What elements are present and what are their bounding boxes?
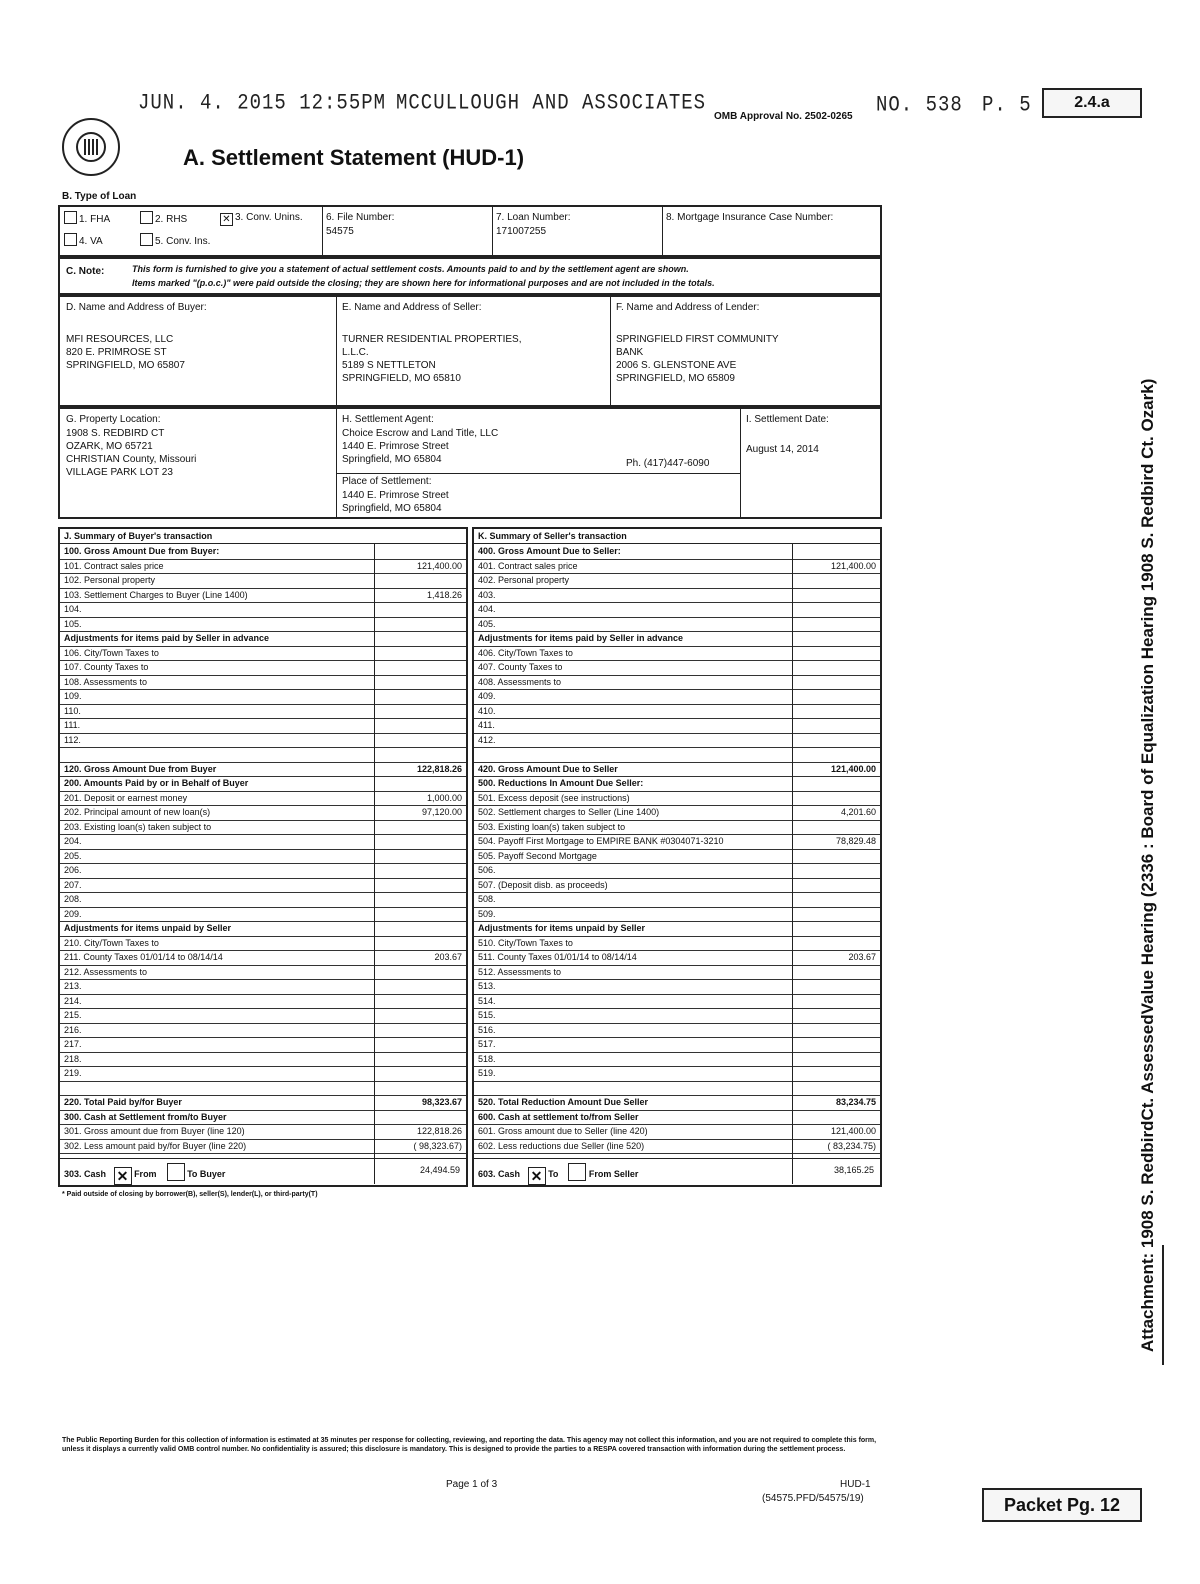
line-description: 201. Deposit or earnest money bbox=[64, 792, 188, 803]
line-description: 400. Gross Amount Due to Seller: bbox=[478, 546, 621, 556]
line-amount: 203.67 bbox=[434, 952, 462, 962]
line-description: 420. Gross Amount Due to Seller bbox=[478, 763, 618, 774]
line-description: 101. Contract sales price bbox=[64, 560, 164, 571]
buyer-line-row bbox=[60, 1023, 466, 1039]
mortgage-insurance-label: 8. Mortgage Insurance Case Number: bbox=[666, 212, 834, 223]
line-description: 507. (Deposit disb. as proceeds) bbox=[478, 879, 608, 890]
buyer-line-row bbox=[60, 704, 466, 720]
line-description: 102. Personal property bbox=[64, 575, 156, 585]
line-description: 302. Less amount paid by/for Buyer (line 220) bbox=[64, 1140, 247, 1151]
buyer-line-row bbox=[60, 965, 466, 981]
seller-line-row bbox=[474, 660, 880, 676]
loan-type-rhs: 2. RHS bbox=[140, 211, 187, 226]
attachment-stamp: 2.4.a bbox=[1042, 88, 1142, 118]
line-description: 106. City/Town Taxes to bbox=[64, 647, 159, 658]
omb-approval: OMB Approval No. 2502-0265 bbox=[714, 111, 853, 122]
buyer-line-row bbox=[60, 1139, 466, 1155]
file-number-label: 6. File Number: bbox=[326, 212, 395, 223]
seller-summary-header: K. Summary of Seller's transaction bbox=[478, 531, 627, 541]
line-description: 408. Assessments to bbox=[478, 676, 562, 687]
line-amount: 121,400.00 bbox=[830, 1126, 876, 1136]
seller-line-row bbox=[474, 675, 880, 691]
buyer-summary bbox=[58, 527, 468, 1187]
buyer-cash-row: 303. Cash ✕ From To Buyer bbox=[64, 1163, 225, 1185]
page-title: A. Settlement Statement (HUD-1) bbox=[183, 145, 525, 170]
line-description: 517. bbox=[478, 1039, 496, 1049]
buyer-line-row bbox=[60, 588, 466, 604]
seller-cash-amount: 38,165.25 bbox=[833, 1165, 874, 1175]
line-description: 506. bbox=[478, 865, 496, 875]
line-description: Adjustments for items unpaid by Seller bbox=[64, 923, 232, 933]
line-description: 105. bbox=[64, 618, 82, 629]
line-description: 108. Assessments to bbox=[64, 676, 148, 687]
note-line-2: Items marked "(p.o.c.)" were paid outside the closing; they are shown here for informational purposes and are not included in the totals. bbox=[132, 278, 715, 288]
buyer-line-row bbox=[60, 950, 466, 966]
line-description: 516. bbox=[478, 1024, 496, 1035]
seller-line-row bbox=[474, 1037, 880, 1053]
line-description: 215. bbox=[64, 1010, 82, 1020]
line-description: 218. bbox=[64, 1053, 82, 1064]
line-amount: 4,201.60 bbox=[840, 807, 876, 817]
buyer-line-row bbox=[60, 762, 466, 778]
buyer-line-row bbox=[60, 646, 466, 662]
line-description: 112. bbox=[64, 734, 81, 745]
line-description: 214. bbox=[64, 995, 82, 1006]
line-amount: 122,818.26 bbox=[416, 763, 462, 774]
buyer-line-row bbox=[60, 718, 466, 734]
buyer-line-row bbox=[60, 660, 466, 676]
buyer-cash-amount: 24,494.59 bbox=[419, 1165, 460, 1175]
line-description: 405. bbox=[478, 618, 496, 629]
line-amount: 98,323.67 bbox=[421, 1097, 462, 1107]
seller-line-row bbox=[474, 1139, 880, 1155]
buyer-line-row bbox=[60, 878, 466, 894]
margin-rule bbox=[1162, 1245, 1164, 1365]
loan-number-value: 171007255 bbox=[496, 226, 547, 237]
seller-line-row bbox=[474, 791, 880, 807]
seller-line-row bbox=[474, 544, 880, 560]
buyer-line-row bbox=[60, 805, 466, 821]
seller-line-row bbox=[474, 1008, 880, 1024]
line-description: 403. bbox=[478, 589, 496, 600]
seller-address: TURNER RESIDENTIAL PROPERTIES, L.L.C. 5189 S NETTLETON SPRINGFIELD, MO 65810 bbox=[342, 334, 522, 384]
buyer-address: MFI RESOURCES, LLC 820 E. PRIMROSE ST SPRINGFIELD, MO 65807 bbox=[66, 334, 185, 371]
line-amount: 122,818.26 bbox=[416, 1126, 462, 1136]
line-amount: 97,120.00 bbox=[421, 807, 462, 817]
buyer-line-row bbox=[60, 892, 466, 908]
line-description: 401. Contract sales price bbox=[478, 560, 578, 571]
line-description: 402. Personal property bbox=[478, 575, 570, 585]
checkbox-from-buyer[interactable]: ✕ bbox=[114, 1167, 132, 1185]
line-description: 301. Gross amount due from Buyer (line 120) bbox=[64, 1126, 245, 1136]
seller-line-row bbox=[474, 704, 880, 720]
seller-line-row bbox=[474, 762, 880, 778]
fax-number: NO. 538 bbox=[876, 92, 963, 118]
buyer-line-row bbox=[60, 1081, 466, 1097]
seller-line-row bbox=[474, 863, 880, 879]
attachment-vertical-label: Attachment: 1908 S. RedbirdCt. AssessedValue Hearing (2336 : Board of Equalization Hearing 1908 S. Redbird Ct. Ozark) bbox=[1138, 378, 1157, 1352]
seller-line-row bbox=[474, 617, 880, 633]
line-description: 104. bbox=[64, 604, 82, 614]
line-description: 211. County Taxes 01/01/14 to 08/14/14 bbox=[64, 952, 223, 962]
seller-cash-row: 603. Cash ✕ To From Seller bbox=[478, 1163, 638, 1185]
fax-sender: MCCULLOUGH AND ASSOCIATES bbox=[396, 90, 707, 116]
line-description: 216. bbox=[64, 1024, 82, 1035]
checkbox-va[interactable] bbox=[64, 233, 77, 246]
buyer-line-row bbox=[60, 617, 466, 633]
buyer-line-row bbox=[60, 689, 466, 705]
line-description: 120. Gross Amount Due from Buyer bbox=[64, 763, 217, 774]
line-description: 207. bbox=[64, 879, 82, 890]
buyer-line-row bbox=[60, 1052, 466, 1068]
buyer-line-row bbox=[60, 907, 466, 923]
line-description: 520. Total Reduction Amount Due Seller bbox=[478, 1097, 649, 1107]
line-description: 412. bbox=[478, 734, 496, 745]
fax-page: P. 5 bbox=[982, 92, 1032, 118]
seller-line-row bbox=[474, 1081, 880, 1097]
file-reference: (54575.PFD/54575/19) bbox=[762, 1493, 864, 1504]
parties-box bbox=[58, 295, 882, 407]
buyer-line-row bbox=[60, 747, 466, 763]
line-description: 100. Gross Amount Due from Buyer: bbox=[64, 546, 220, 556]
line-description: 209. bbox=[64, 908, 82, 919]
agent-address: Choice Escrow and Land Title, LLC 1440 E. Primrose Street Springfield, MO 65804 bbox=[342, 428, 499, 465]
line-description: 404. bbox=[478, 604, 496, 614]
buyer-line-row bbox=[60, 602, 466, 618]
seller-line-row bbox=[474, 559, 880, 575]
line-amount: 83,234.75 bbox=[835, 1097, 876, 1107]
seller-line-row bbox=[474, 805, 880, 821]
seller-line-row bbox=[474, 1023, 880, 1039]
property-label: G. Property Location: bbox=[66, 414, 161, 425]
line-description: 508. bbox=[478, 894, 496, 904]
buyer-line-row bbox=[60, 776, 466, 792]
line-description: 103. Settlement Charges to Buyer (Line 1400) bbox=[64, 589, 248, 600]
seller-line-row bbox=[474, 849, 880, 865]
line-description: 217. bbox=[64, 1039, 82, 1049]
seller-line-row bbox=[474, 965, 880, 981]
line-description: 202. Principal amount of new loan(s) bbox=[64, 807, 211, 817]
buyer-label: D. Name and Address of Buyer: bbox=[66, 302, 207, 313]
seller-line-row bbox=[474, 907, 880, 923]
line-description: 210. City/Town Taxes to bbox=[64, 937, 159, 948]
line-description: 208. bbox=[64, 894, 82, 904]
lender-label: F. Name and Address of Lender: bbox=[616, 302, 760, 313]
line-description: 410. bbox=[478, 705, 496, 716]
loan-type-label: B. Type of Loan bbox=[62, 191, 137, 202]
line-amount: 78,829.48 bbox=[835, 836, 876, 846]
seller-line-row bbox=[474, 878, 880, 894]
checkbox-to-buyer[interactable] bbox=[167, 1163, 185, 1181]
form-id: HUD-1 bbox=[840, 1479, 871, 1490]
buyer-line-row bbox=[60, 994, 466, 1010]
seller-line-row bbox=[474, 776, 880, 792]
line-description: Adjustments for items paid by Seller in advance bbox=[64, 633, 270, 643]
seller-line-row bbox=[474, 733, 880, 749]
line-description: 514. bbox=[478, 995, 496, 1006]
fax-date: JUN. 4. 2015 12:55PM bbox=[138, 90, 387, 116]
buyer-line-row bbox=[60, 631, 466, 647]
line-description: 511. County Taxes 01/01/14 to 08/14/14 bbox=[478, 952, 637, 962]
buyer-summary-header: J. Summary of Buyer's transaction bbox=[64, 531, 213, 541]
line-description: 203. Existing loan(s) taken subject to bbox=[64, 821, 212, 832]
note-box bbox=[58, 257, 882, 295]
seller-line-row bbox=[474, 1124, 880, 1140]
seller-line-row bbox=[474, 747, 880, 763]
buyer-line-row bbox=[60, 1008, 466, 1024]
seller-line-row bbox=[474, 602, 880, 618]
line-description: 300. Cash at Settlement from/to Buyer bbox=[64, 1111, 227, 1122]
line-description: 409. bbox=[478, 691, 496, 701]
buyer-line-row bbox=[60, 1110, 466, 1126]
line-description: 513. bbox=[478, 981, 496, 991]
buyer-line-row bbox=[60, 559, 466, 575]
place-address: 1440 E. Primrose Street Springfield, MO 65804 bbox=[342, 490, 449, 514]
line-description: 213. bbox=[64, 981, 82, 991]
line-description: 519. bbox=[478, 1068, 496, 1078]
line-amount: 121,400.00 bbox=[830, 763, 876, 774]
line-description: 212. Assessments to bbox=[64, 966, 148, 977]
line-description: Adjustments for items unpaid by Seller bbox=[478, 923, 646, 933]
seller-line-row bbox=[474, 588, 880, 604]
line-description: 219. bbox=[64, 1068, 82, 1078]
line-amount: 1,418.26 bbox=[426, 589, 462, 600]
checkbox-fha[interactable] bbox=[64, 211, 77, 224]
page-of: Page 1 of 3 bbox=[446, 1479, 498, 1490]
buyer-line-row bbox=[60, 733, 466, 749]
line-amount: 203.67 bbox=[848, 952, 876, 962]
line-description: 501. Excess deposit (see instructions) bbox=[478, 792, 630, 803]
buyer-line-row bbox=[60, 834, 466, 850]
seller-line-row bbox=[474, 1066, 880, 1082]
line-description: 500. Reductions In Amount Due Seller: bbox=[478, 778, 644, 788]
loan-type-va: 4. VA bbox=[64, 233, 103, 248]
line-description: 518. bbox=[478, 1053, 496, 1064]
line-description: 411. bbox=[478, 720, 495, 730]
line-description: 600. Cash at settlement to/from Seller bbox=[478, 1111, 639, 1122]
checkbox-from-seller[interactable] bbox=[568, 1163, 586, 1181]
property-address: 1908 S. REDBIRD CT OZARK, MO 65721 CHRISTIAN County, Missouri VILLAGE PARK LOT 23 bbox=[66, 428, 197, 478]
line-description: 205. bbox=[64, 850, 82, 861]
lender-address: SPRINGFIELD FIRST COMMUNITY BANK 2006 S. GLENSTONE AVE SPRINGFIELD, MO 65809 bbox=[616, 334, 779, 384]
line-description: 110. bbox=[64, 705, 81, 716]
line-description: 510. City/Town Taxes to bbox=[478, 937, 573, 948]
buyer-line-row bbox=[60, 849, 466, 865]
line-description: 406. City/Town Taxes to bbox=[478, 647, 573, 658]
seller-line-row bbox=[474, 1095, 880, 1111]
buyer-line-row bbox=[60, 1037, 466, 1053]
line-description: 512. Assessments to bbox=[478, 966, 562, 977]
note-line-1: This form is furnished to give you a statement of actual settlement costs. Amounts paid to and by the settlement agent are shown. bbox=[132, 264, 689, 274]
line-description: 515. bbox=[478, 1010, 496, 1020]
checkbox-conv-unins[interactable]: ✕ bbox=[220, 213, 233, 226]
seller-line-row bbox=[474, 646, 880, 662]
line-description: 107. County Taxes to bbox=[64, 662, 149, 672]
line-description: 111. bbox=[64, 720, 81, 730]
line-amount: ( 83,234.75) bbox=[827, 1140, 876, 1151]
seller-line-row bbox=[474, 936, 880, 952]
loan-type-conv-unins: ✕ 3. Conv. Unins. bbox=[220, 211, 303, 226]
seller-line-row bbox=[474, 631, 880, 647]
line-description: 601. Gross amount due to Seller (line 420) bbox=[478, 1126, 648, 1136]
buyer-line-row bbox=[60, 675, 466, 691]
seller-rows bbox=[474, 544, 880, 1154]
seller-line-row bbox=[474, 1052, 880, 1068]
seller-line-row bbox=[474, 834, 880, 850]
buyer-line-row bbox=[60, 791, 466, 807]
seller-line-row bbox=[474, 994, 880, 1010]
loan-type-conv-ins: 5. Conv. Ins. bbox=[140, 233, 210, 248]
property-box bbox=[58, 407, 882, 519]
line-description: 204. bbox=[64, 836, 82, 846]
line-description: 200. Amounts Paid by or in Behalf of Buyer bbox=[64, 778, 249, 788]
checkbox-conv-ins[interactable] bbox=[140, 233, 153, 246]
line-description: 503. Existing loan(s) taken subject to bbox=[478, 821, 626, 832]
line-description: 220. Total Paid by/for Buyer bbox=[64, 1097, 182, 1107]
burden-statement: The Public Reporting Burden for this collection of information is estimated at 35 minutes per response for collecting, reviewing, and reporting the data. This agency may not collect this information, and you are not required to complete this form, unless it displays a currently valid OMB control number. No confidentiality is assured; this disclosure is mandatory. This is designed to provide the parties to a RESPA covered transaction with information during the settlement process. bbox=[62, 1437, 877, 1453]
line-amount: 121,400.00 bbox=[416, 560, 462, 571]
line-description: 109. bbox=[64, 691, 82, 701]
line-amount: 121,400.00 bbox=[830, 560, 876, 571]
settlement-date-label: I. Settlement Date: bbox=[746, 414, 829, 425]
settlement-date-value: August 14, 2014 bbox=[746, 444, 819, 455]
buyer-line-row bbox=[60, 820, 466, 836]
file-number-value: 54575 bbox=[326, 226, 354, 237]
line-amount: ( 98,323.67) bbox=[413, 1140, 462, 1151]
checkbox-to-seller[interactable]: ✕ bbox=[528, 1167, 546, 1185]
seller-line-row bbox=[474, 921, 880, 937]
seller-line-row bbox=[474, 892, 880, 908]
seller-line-row bbox=[474, 820, 880, 836]
line-description: Adjustments for items paid by Seller in advance bbox=[478, 633, 684, 643]
line-description: 504. Payoff First Mortgage to EMPIRE BANK #0304071-3210 bbox=[478, 836, 724, 846]
seller-label: E. Name and Address of Seller: bbox=[342, 302, 482, 313]
loan-type-fha: 1. FHA bbox=[64, 211, 110, 226]
line-description: 505. Payoff Second Mortgage bbox=[478, 850, 597, 861]
buyer-line-row bbox=[60, 921, 466, 937]
note-label: C. Note: bbox=[66, 266, 105, 277]
seller-summary bbox=[472, 527, 882, 1187]
buyer-line-row bbox=[60, 1066, 466, 1082]
buyer-line-row bbox=[60, 1095, 466, 1111]
seller-line-row bbox=[474, 979, 880, 995]
line-amount: 1,000.00 bbox=[426, 792, 462, 803]
buyer-line-row bbox=[60, 1124, 466, 1140]
poc-footnote: * Paid outside of closing by borrower(B), seller(S), lender(L), or third-party(T) bbox=[62, 1191, 318, 1198]
hud-seal-icon bbox=[62, 118, 120, 176]
seller-line-row bbox=[474, 689, 880, 705]
line-description: 602. Less reductions due Seller (line 520) bbox=[478, 1140, 645, 1151]
buyer-line-row bbox=[60, 979, 466, 995]
seller-line-row bbox=[474, 718, 880, 734]
buyer-line-row bbox=[60, 544, 466, 560]
section-b-box bbox=[58, 205, 882, 257]
loan-number-label: 7. Loan Number: bbox=[496, 212, 571, 223]
line-description: 509. bbox=[478, 908, 496, 919]
buyer-line-row bbox=[60, 573, 466, 589]
line-description: 206. bbox=[64, 865, 82, 875]
agent-label: H. Settlement Agent: bbox=[342, 414, 434, 425]
checkbox-rhs[interactable] bbox=[140, 211, 153, 224]
line-description: 407. County Taxes to bbox=[478, 662, 563, 672]
buyer-line-row bbox=[60, 863, 466, 879]
place-label: Place of Settlement: bbox=[342, 476, 432, 487]
line-description: 502. Settlement charges to Seller (Line 1400) bbox=[478, 807, 660, 817]
agent-phone: Ph. (417)447-6090 bbox=[626, 458, 710, 469]
seller-line-row bbox=[474, 573, 880, 589]
seller-line-row bbox=[474, 950, 880, 966]
packet-page-stamp: Packet Pg. 12 bbox=[982, 1488, 1142, 1522]
buyer-line-row bbox=[60, 936, 466, 952]
seller-line-row bbox=[474, 1110, 880, 1126]
buyer-rows bbox=[60, 544, 466, 1154]
